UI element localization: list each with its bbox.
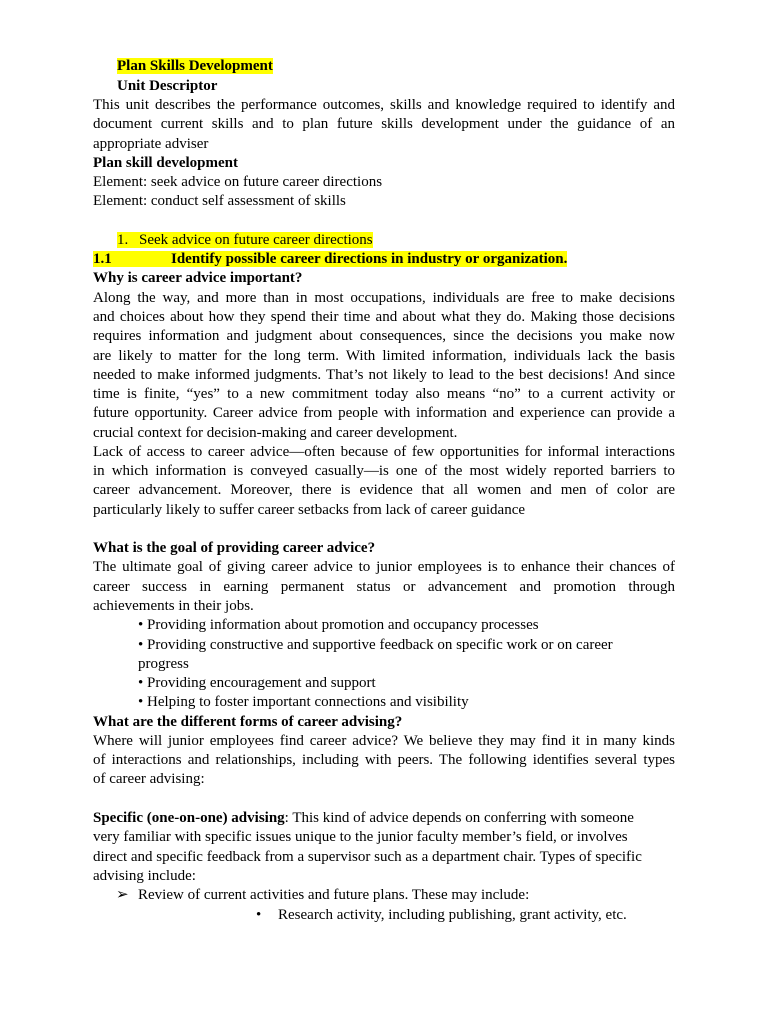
unit-descriptor-heading: Unit Descriptor — [117, 78, 218, 94]
paragraph-line: of career advising: — [93, 771, 205, 787]
unit-descriptor-line: appropriate adviser — [93, 136, 209, 152]
arrow-list-item: ➢ Review of current activities and future plans. These may include: — [116, 886, 675, 905]
bullet-item: • Providing information about promotion and occupancy processes — [138, 617, 539, 633]
paragraph-line: of interactions and relationships, including with peers. The following identifies several types — [93, 752, 675, 768]
paragraph-line: Specific (one-on-one) advising: This kind of advice depends on conferring with someone — [93, 810, 634, 826]
unit-descriptor-line: This unit describes the performance outcomes, skills and knowledge required to identify and — [93, 97, 675, 113]
section-heading: Plan skill development — [93, 155, 239, 171]
paragraph-line: requires information and judgment about consequences, since the decisions you make now — [93, 328, 675, 344]
element-line: Element: seek advice on future career directions — [93, 174, 383, 190]
bullet-item: • Providing encouragement and support — [138, 675, 376, 691]
paragraph-line: career advancement. Moreover, there is evidence that all women and men of color are — [93, 482, 675, 498]
subsection-heading — [93, 250, 675, 269]
specific-advising-label: Specific (one-on-one) advising — [93, 810, 285, 826]
paragraph-line: in which information is conveyed casually—is one of the most widely reported barriers to — [93, 463, 675, 479]
question-heading: What is the goal of providing career advice? — [93, 540, 376, 556]
numbered-item — [117, 231, 699, 250]
bullet-item: • Helping to foster important connections and visibility — [138, 694, 469, 710]
paragraph-line: advising include: — [93, 868, 196, 884]
paragraph-line: needed to make informed judgments. That’s not likely to lead to the best decisions! And since — [93, 367, 675, 383]
item-text: Seek advice on future career directions — [139, 232, 373, 248]
paragraph-line: particularly likely to suffer career setbacks from lack of career guidance — [93, 502, 526, 518]
paragraph-line: crucial context for decision-making and career development. — [93, 425, 458, 441]
element-line: Element: conduct self assessment of skills — [93, 193, 346, 209]
paragraph-line: The ultimate goal of giving career advice to junior employees is to enhance their chances of — [93, 559, 675, 575]
paragraph-line: Along the way, and more than in most occupations, individuals are free to make decisions — [93, 290, 675, 306]
paragraph-line: future opportunity. Career advice from people with information and experience can provide a — [93, 405, 675, 421]
unit-descriptor-line: document current skills and to plan future skills development under the guidance of an — [93, 116, 675, 132]
paragraph-line: direct and specific feedback from a supervisor such as a department chair. Types of specific — [93, 849, 642, 865]
paragraph-line: very familiar with specific issues unique to the junior faculty member’s field, or involves — [93, 829, 628, 845]
item-number: 1. — [117, 232, 129, 248]
paragraph-line: achievements in their jobs. — [93, 598, 254, 614]
bullet-item: • Providing constructive and supportive feedback on specific work or on career — [138, 637, 613, 653]
question-heading: Why is career advice important? — [93, 270, 303, 286]
paragraph-line: and choices about how they spend their time and about what they do. Making those decisions — [93, 309, 675, 325]
paragraph-line: are likely to matter for the long term. With limited information, individuals lack the basis — [93, 348, 675, 364]
subsection-number: 1.1 — [93, 251, 112, 267]
arrow-bullet-icon: ➢ — [116, 887, 129, 903]
paragraph-line: Lack of access to career advice—often because of few opportunities for informal interactions — [93, 444, 675, 460]
document-title: Plan Skills Development — [117, 58, 273, 74]
paragraph-line: time is finite, “yes” to a new commitment today also means “no” to a current activity or — [93, 386, 675, 402]
dot-bullet-icon: • — [256, 907, 262, 923]
question-heading: What are the different forms of career advising? — [93, 714, 403, 730]
dot-list-item: • Research activity, including publishing, grant activity, etc. — [256, 906, 675, 925]
subsection-text: Identify possible career directions in industry or organization. — [171, 251, 568, 267]
paragraph-line: career success in earning permanent status or advancement and promotion through — [93, 579, 675, 595]
bullet-item-continuation: progress — [138, 656, 189, 672]
paragraph-line: Where will junior employees find career advice? We believe they may find it in many kinds — [93, 733, 675, 749]
